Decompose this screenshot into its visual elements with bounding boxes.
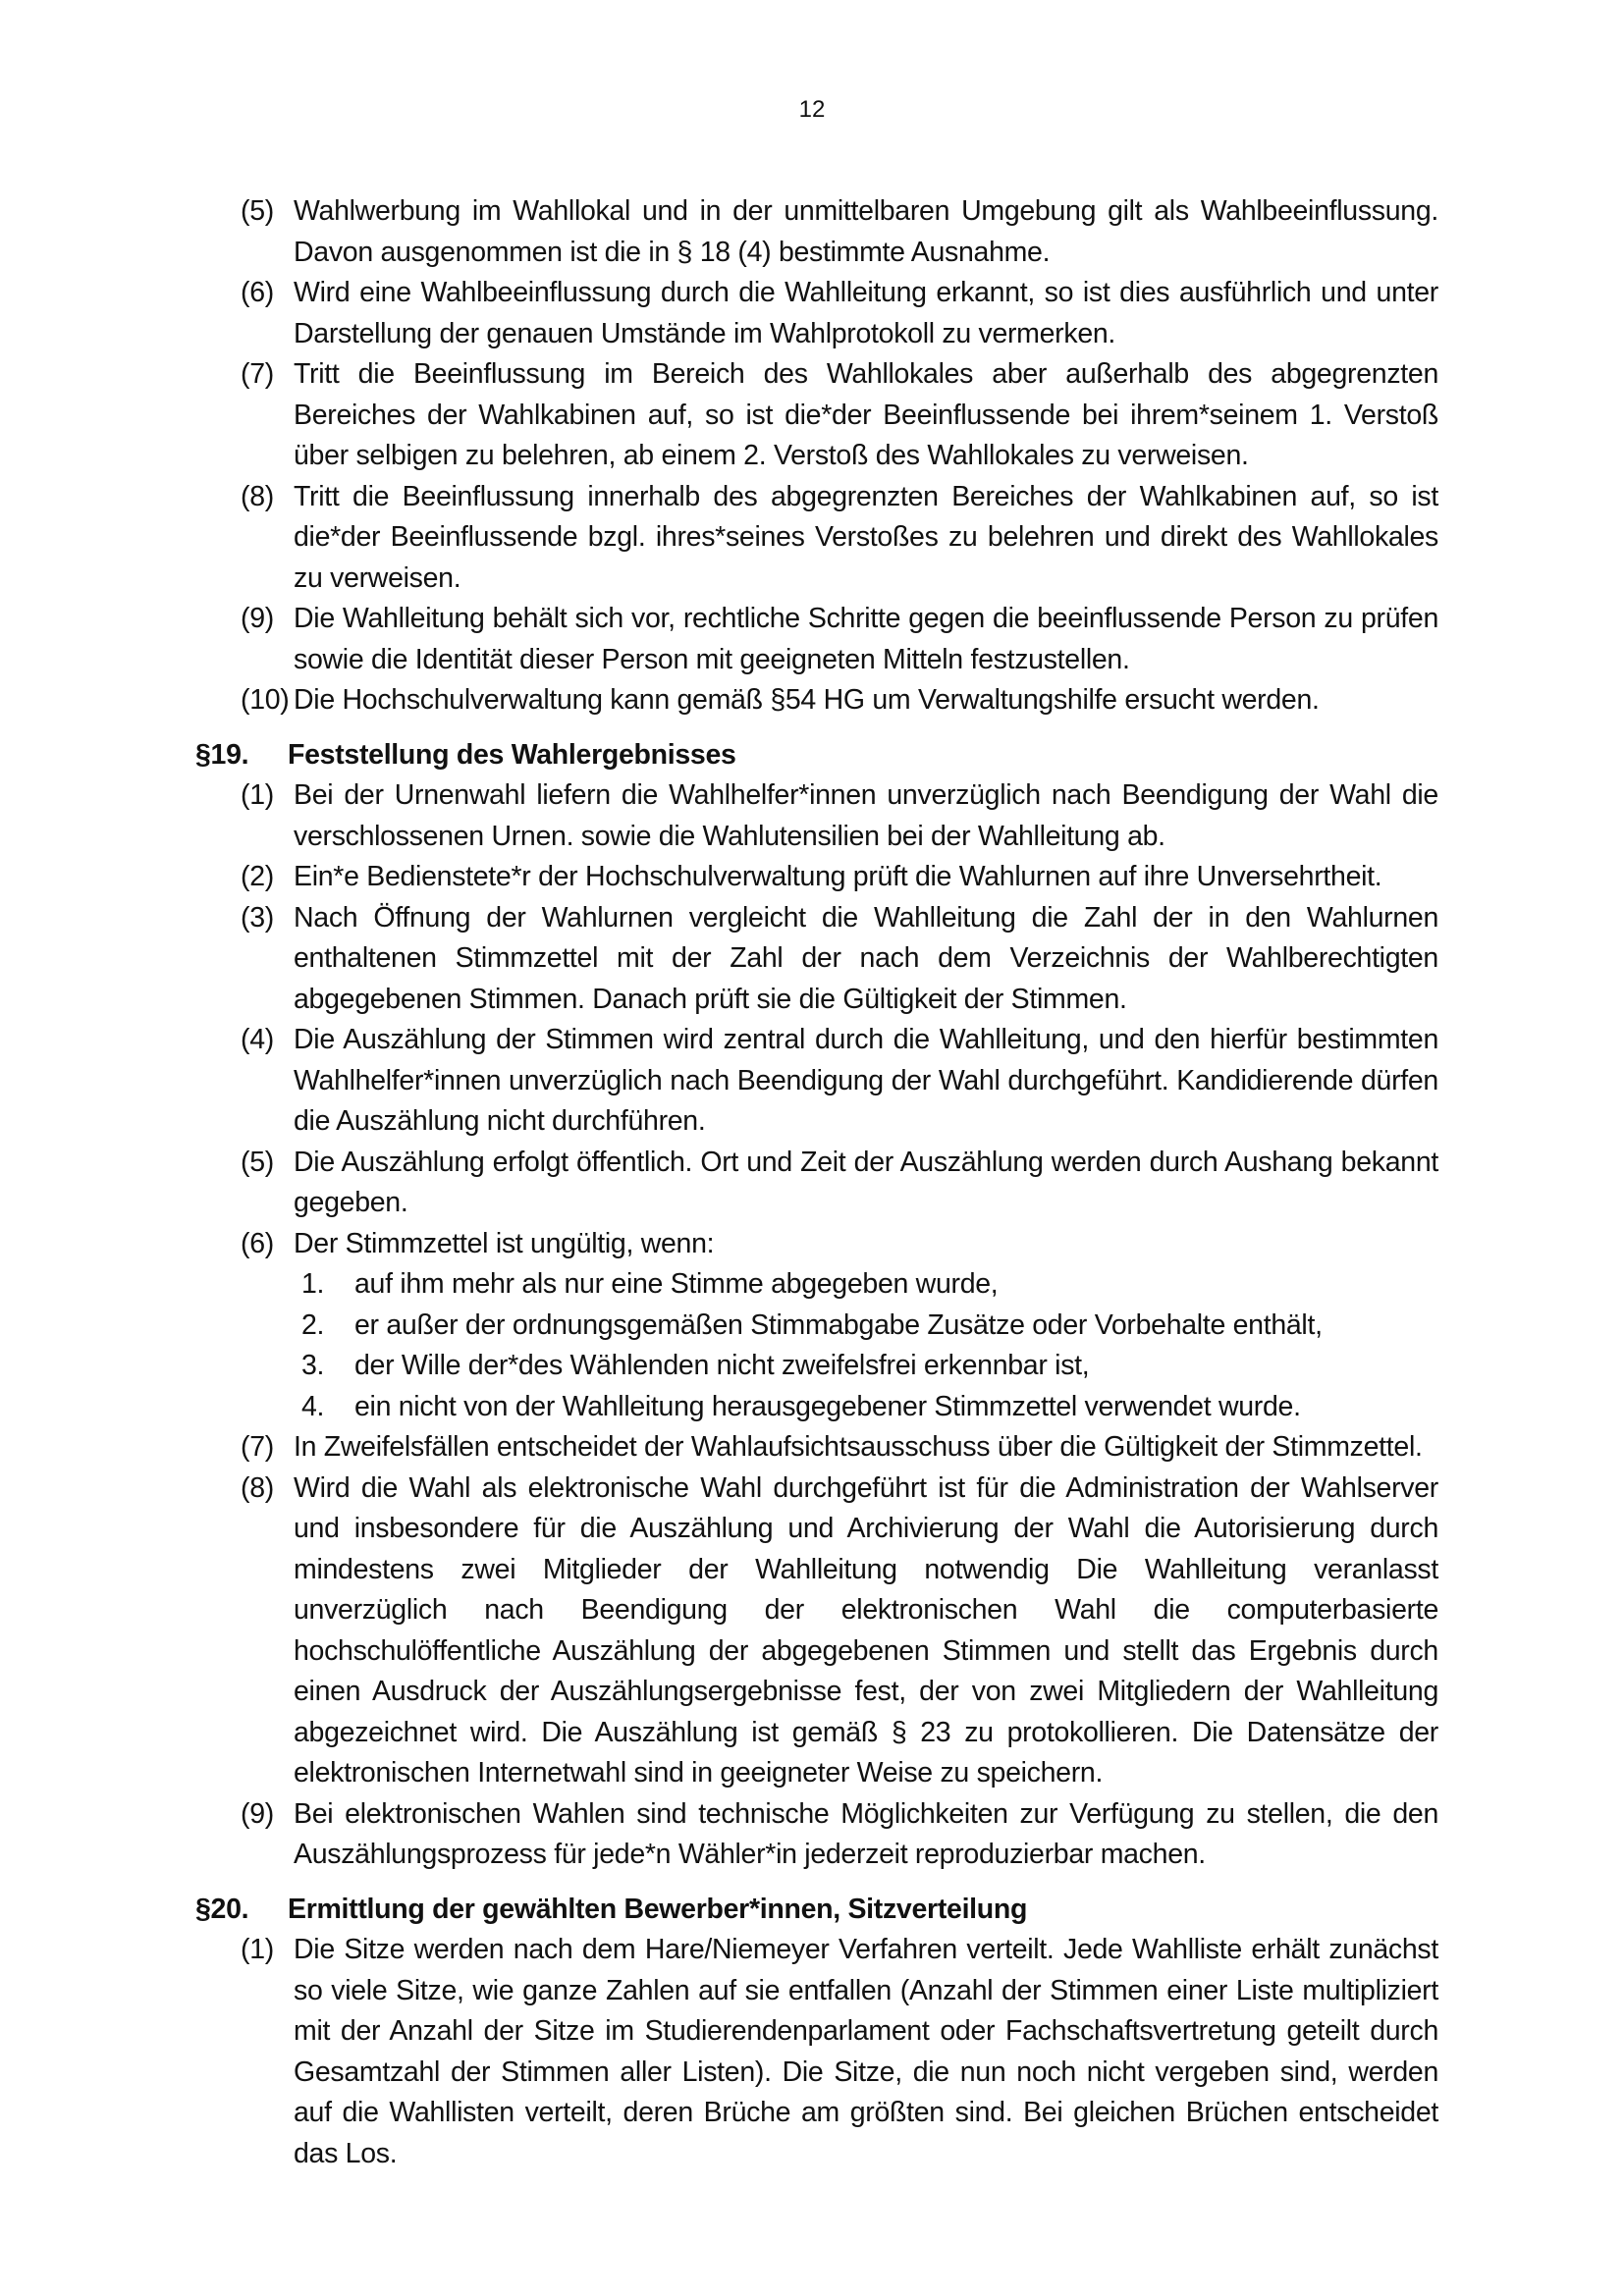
- list-item: 4. ein nicht von der Wahlleitung herausgegebener Stimmzettel verwendet wurde.: [301, 1390, 1301, 1422]
- paragraph-19-2: (2) Ein*e Bedienstete*r der Hochschulverwaltung prüft die Wahlurnen auf ihre Unversehrtheit.: [241, 861, 1382, 892]
- paragraph-19-3: (3) Nach Öffnung der Wahlurnen vergleicht die Wahlleitung die Zahl der in den Wahlurnen enthaltenen Stimmzettel mit der Zahl der nach dem Verzeichnis der Wahlberechtigten abgegebenen Stimmen. Danach prüft sie die Gültigkeit der Stimmen.: [241, 901, 1438, 1015]
- paragraph-18-6: (6) Wird eine Wahlbeeinflussung durch die Wahlleitung erkannt, so ist dies ausführlich und unter Darstellung der genauen Umstände im Wahlprotokoll zu vermerken.: [241, 277, 1438, 349]
- paragraph-19-1: (1) Bei der Urnenwahl liefern die Wahlhelfer*innen unverzüglich nach Beendigung der Wahl die verschlossenen Urnen. sowie die Wahlutensilien bei der Wahlleitung ab.: [241, 779, 1438, 852]
- section-18-tail: [239, 191, 1438, 721]
- paragraph-18-9: (9) Die Wahlleitung behält sich vor, rechtliche Schritte gegen die beeinflussende Person zu prüfen sowie die Identität dieser Person mit geeigneten Mitteln festzustellen.: [241, 603, 1438, 675]
- document-body: [195, 191, 1438, 2174]
- paragraph-19-6: (6) Der Stimmzettel ist ungültig, wenn:: [241, 1227, 715, 1259]
- paragraph-19-8: (8) Wird die Wahl als elektronische Wahl durchgeführt ist für die Administration der Wahlserver und insbesondere für die Auszählung und Archivierung der Wahl die Autorisierung durch mindestens zwei Mitglieder der Wahlleitung notwendig Die Wahlleitung veranlasst unverzüglich nach Beendigung der elektronischen Wahl die computerbasierte hochschulöffentliche Auszählung der abgegebenen Stimmen und stellt das Ergebnis durch einen Ausdruck der Auszählungsergebnisse fest, der von zwei Mitgliedern der Wahlleitung abgezeichnet wird. Die Auszählung ist gemäß § 23 zu protokollieren. Die Datensätze der elektronischen Internetwahl sind in geeigneter Weise zu speichern.: [241, 1471, 1438, 1789]
- section-20-heading: §20. Ermittlung der gewählten Bewerber*innen, Sitzverteilung: [195, 1893, 1028, 1925]
- paragraph-18-8: (8) Tritt die Beeinflussung innerhalb des abgegrenzten Bereiches der Wahlkabinen auf, so ist die*der Beeinflussende bzgl. ihres*seines Verstoßes zu belehren und direkt des Wahllokales zu verweisen.: [241, 480, 1438, 594]
- section-19-body: [239, 775, 1438, 1876]
- paragraph-18-10: (10) Die Hochschulverwaltung kann gemäß §54 HG um Verwaltungshilfe ersucht werden.: [241, 684, 1320, 716]
- paragraph-19-7: (7) In Zweifelsfällen entscheidet der Wahlaufsichtsausschuss über die Gültigkeit der Stimmzettel.: [241, 1431, 1423, 1463]
- list-item: 1. auf ihm mehr als nur eine Stimme abgegeben wurde,: [301, 1268, 999, 1300]
- paragraph-19-9: (9) Bei elektronischen Wahlen sind technische Möglichkeiten zur Verfügung zu stellen, die den Auszählungsprozess für jede*n Wähler*in jederzeit reproduzierbar machen.: [241, 1797, 1438, 1870]
- list-item: 2. er außer der ordnungsgemäßen Stimmabgabe Zusätze oder Vorbehalte enthält,: [301, 1308, 1323, 1341]
- paragraph-18-5: (5) Wahlwerbung im Wahllokal und in der unmittelbaren Umgebung gilt als Wahlbeeinflussung. Davon ausgenommen ist die in § 18 (4) bestimmte Ausnahme.: [241, 195, 1438, 268]
- paragraph-19-4: (4) Die Auszählung der Stimmen wird zentral durch die Wahlleitung, und den hierfür bestimmten Wahlhelfer*innen unverzüglich nach Beendigung der Wahl durchgeführt. Kandidierende dürfen die Auszählung nicht durchführen.: [241, 1024, 1438, 1137]
- paragraph-19-5: (5) Die Auszählung erfolgt öffentlich. Ort und Zeit der Auszählung werden durch Aushang bekannt gegeben.: [241, 1146, 1438, 1218]
- page-number: 12: [798, 96, 826, 123]
- paragraph-18-7: (7) Tritt die Beeinflussung im Bereich des Wahllokales aber außerhalb des abgegrenzten Bereiches der Wahlkabinen auf, so ist die*der Beeinflussende bei ihrem*seinem 1. Verstoß über selbigen zu belehren, ab einem 2. Verstoß des Wahllokales zu verweisen.: [241, 358, 1438, 471]
- list-item: 3. der Wille der*des Wählenden nicht zweifelsfrei erkennbar ist,: [301, 1350, 1090, 1381]
- section-19-heading: §19. Feststellung des Wahlergebnisses: [195, 738, 736, 771]
- paragraph-20-1: (1) Die Sitze werden nach dem Hare/Niemeyer Verfahren verteilt. Jede Wahlliste erhält zunächst so viele Sitze, wie ganze Zahlen auf sie entfallen (Anzahl der Stimmen einer Liste multipliziert mit der Anzahl der Sitze im Studierendenparlament oder Fachschaftsvertretung geteilt durch Gesamtzahl der Stimmen aller Listen). Die Sitze, die nun noch nicht vergeben sind, werden auf die Wahllisten verteilt, deren Brüche am größten sind. Bei gleichen Brüchen entscheidet das Los.: [241, 1934, 1438, 2169]
- section-20-body: [239, 1930, 1438, 2174]
